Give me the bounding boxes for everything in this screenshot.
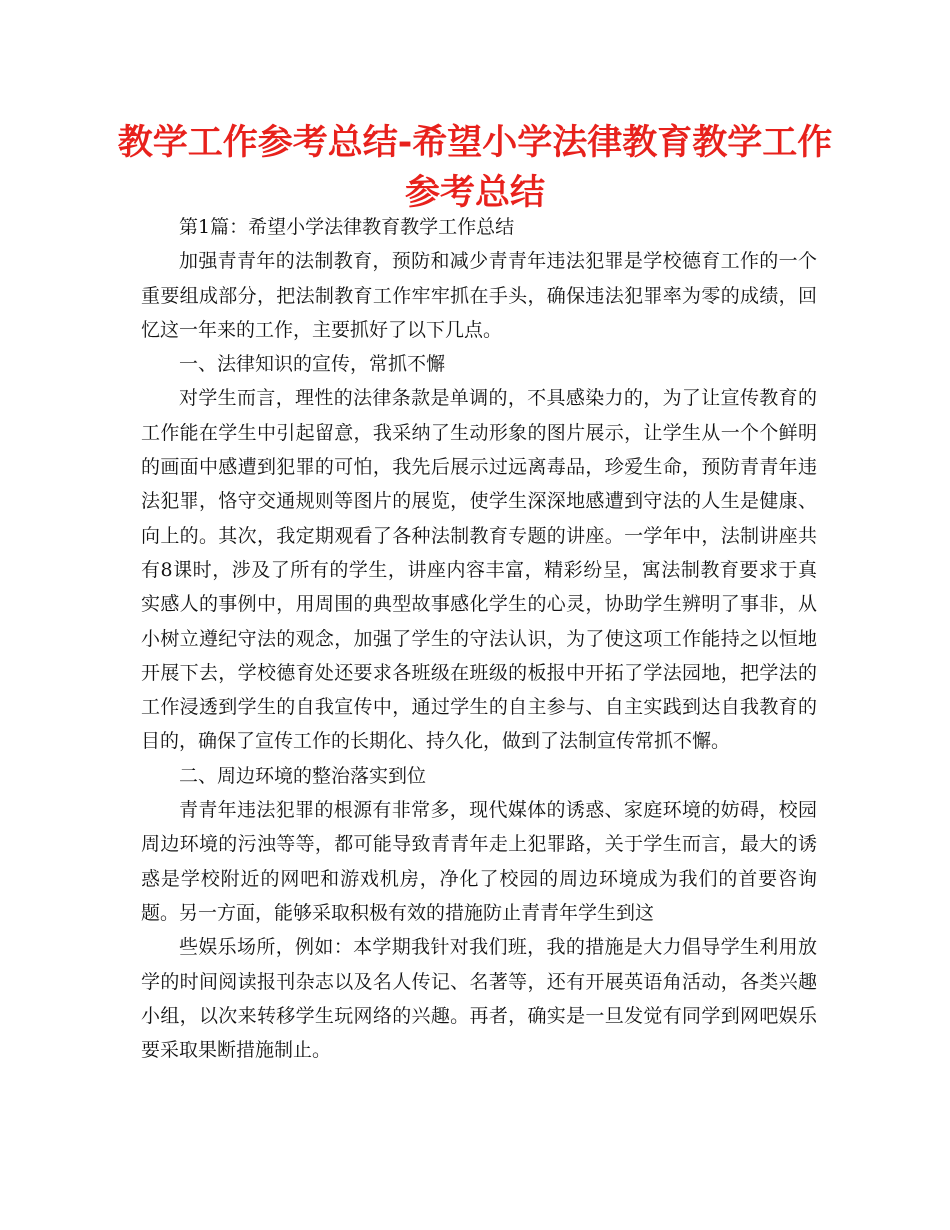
document-title: 教学工作参考总结-希望小学法律教育教学工作参考总结 (117, 123, 833, 213)
document-body (141, 210, 817, 1067)
paragraph: 加强青青年的法制教育，预防和减少青青年违法犯罪是学校德育工作的一个重要组成部分，把法制教育工作牢牢抓在手头，确保违法犯罪率为零的成绩，回忆这一年来的工作，主要抓好了以下几点。 (141, 250, 817, 341)
section-heading: 二、周边环境的整治落实到位 (179, 764, 427, 787)
paragraph: 些娱乐场所，例如：本学期我针对我们班，我的措施是大力倡导学生利用放学的时间阅读报刊杂志以及名人传记、名著等，还有开展英语角活动，各类兴趣小组，以次来转移学生玩网络的兴趣。再者，确实是一旦发觉有同学到网吧娱乐要采取果断措施制止。 (141, 936, 817, 1062)
paragraph: 青青年违法犯罪的根源有非常多，现代媒体的诱惑、家庭环境的妨碍，校园周边环境的污浊等等，都可能导致青青年走上犯罪路，关于学生而言，最大的诱惑是学校附近的网吧和游戏机房，净化了校园的周边环境成为我们的首要咨询题。另一方面，能够采取积极有效的措施防止青青年学生到这 (141, 799, 817, 924)
section-heading: 一、法律知识的宣传，常抓不懈 (179, 353, 446, 376)
paragraph: 对学生而言，理性的法律条款是单调的，不具感染力的，为了让宣传教育的工作能在学生中引起留意，我采纳了生动形象的图片展示，让学生从一个个鲜明的画面中感遭到犯罪的可怕，我先后展示过远离毒品，珍爱生命，预防青青年违法犯罪，恪守交通规则等图片的展览，使学生深深地感遭到守法的人生是健康、向上的。其次，我定期观看了各种法制教育专题的讲座。一学年中，法制讲座共有8课时，涉及了所有的学生，讲座内容丰富，精彩纷呈，寓法制教育要求于真实感人的事例中，用周围的典型故事感化学生的心灵，协助学生辨明了事非，从小树立遵纪守法的观念，加强了学生的守法认识，为了使这项工作能持之以恒地开展下去，学校德育处还要求各班级在班级的板报中开拓了学法园地，把学法的工作浸透到学生的自我宣传中，通过学生的自主参与、自主实践到达自我教育的目的，确保了宣传工作的长期化、持久化，做到了法制宣传常抓不懈。 (141, 387, 817, 753)
chapter-heading: 第1篇：希望小学法律教育教学工作总结 (179, 216, 515, 238)
